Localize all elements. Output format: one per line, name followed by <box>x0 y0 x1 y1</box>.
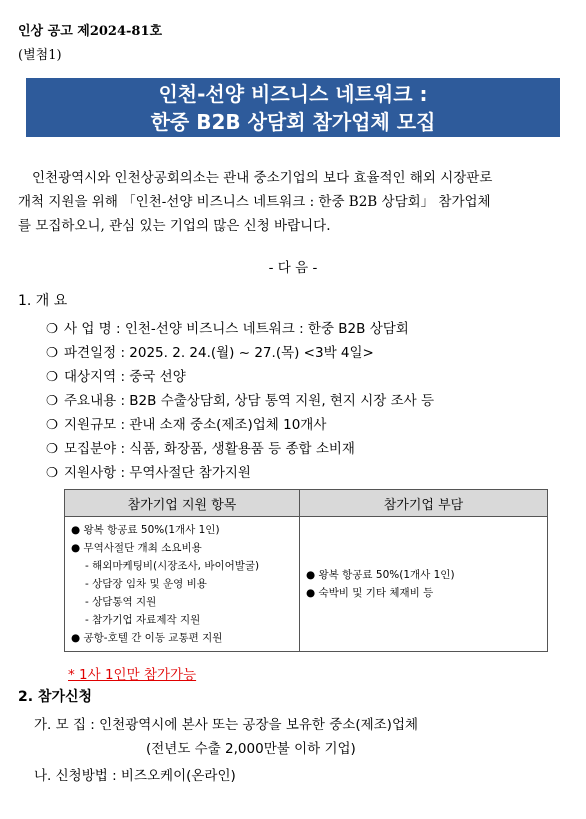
bullet-circle-icon: ❍ <box>46 441 59 457</box>
recruit-line <box>34 713 418 733</box>
bullet-circle-icon: ❍ <box>46 345 59 361</box>
burden-item: ● 숙박비 및 기타 체재비 등 <box>306 587 434 599</box>
overview-item: ❍ 주요내용 : B2B 수출상담회, 상담 통역 지원, 현지 시장 조사 등 <box>46 393 435 409</box>
overview-item: ❍ 지원사항 : 무역사절단 참가지원 <box>46 465 251 481</box>
recruit-subtext: (전년도 수출 2,000만불 이하 기업) <box>146 741 356 757</box>
intro-paragraph: 인천광역시와 인천상공회의소는 관내 중소기업의 보다 효율적인 해외 시장판로 개척 지원을 위해 「인천-선양 비즈니스 네트워크 : 한중 B2B 상담회」 참가업체 를 모집하오니, 관심 있는 기업의 많은 신청 바랍니다. <box>18 170 493 234</box>
recruit-text: 인천광역시에 본사 또는 공장을 보유한 중소(제조)업체 <box>99 717 419 733</box>
burden-item: ● 왕복 항공료 50%(1개사 1인) <box>306 569 455 581</box>
overview-item: ❍ 모집분야 : 식품, 화장품, 생활용품 등 종합 소비재 <box>46 441 355 457</box>
table-header-burden: 참가기업 부담 <box>300 490 548 517</box>
support-subitem: - 참가기업 자료제작 지원 <box>85 614 201 626</box>
apply-method-label: 나. 신청방법 : <box>34 768 121 784</box>
support-table <box>64 489 548 652</box>
bullet-circle-icon: ❍ <box>46 393 59 409</box>
support-items-cell <box>65 517 300 652</box>
bullet-circle-icon: ❍ <box>46 369 59 385</box>
bullet-circle-icon: ❍ <box>46 417 59 433</box>
section-1-title: 1. 개 요 <box>18 293 68 309</box>
overview-item: ❍ 파견일정 : 2025. 2. 24.(월) ~ 27.(목) <3박 4일> <box>46 345 374 361</box>
title-line-2: 한중 B2B 상담회 참가업체 모집 <box>150 110 436 134</box>
support-subitem: - 상담통역 지원 <box>85 596 157 608</box>
attachment-label: (별첨1) <box>18 48 62 63</box>
apply-method-line <box>34 764 236 784</box>
support-item: ● 왕복 항공료 50%(1개사 1인) <box>71 524 220 536</box>
bullet-circle-icon: ❍ <box>46 321 59 337</box>
dagum-divider: - 다 음 - <box>268 260 318 276</box>
table-header-support: 참가기업 지원 항목 <box>65 490 300 517</box>
support-subitem: - 해외마케팅비(시장조사, 바이어발굴) <box>85 560 260 572</box>
notice-number: 인상 공고 제2024-81호 <box>18 24 163 39</box>
apply-method-text: 비즈오케이(온라인) <box>120 768 236 784</box>
bullet-circle-icon: ❍ <box>46 465 59 481</box>
participation-note: * 1사 1인만 참가가능 <box>68 667 197 683</box>
overview-item: ❍ 지원규모 : 관내 소재 중소(제조)업체 10개사 <box>46 417 327 433</box>
support-item: ● 무역사절단 개최 소요비용 <box>71 542 202 554</box>
overview-item: ❍ 대상지역 : 중국 선양 <box>46 369 186 385</box>
overview-item: ❍ 사 업 명 : 인천-선양 비즈니스 네트워크 : 한중 B2B 상담회 <box>46 321 409 337</box>
support-subitem: - 상담장 임차 및 운영 비용 <box>85 578 207 590</box>
section-2-title: 2. 참가신청 <box>18 689 93 705</box>
recruit-label: 가. 모 집 : <box>34 717 100 733</box>
title-banner <box>26 78 560 137</box>
support-item: ● 공항-호텔 간 이동 교통편 지원 <box>71 632 223 644</box>
burden-items-cell <box>300 517 548 652</box>
title-line-1: 인천-선양 비즈니스 네트워크 : <box>158 82 428 106</box>
